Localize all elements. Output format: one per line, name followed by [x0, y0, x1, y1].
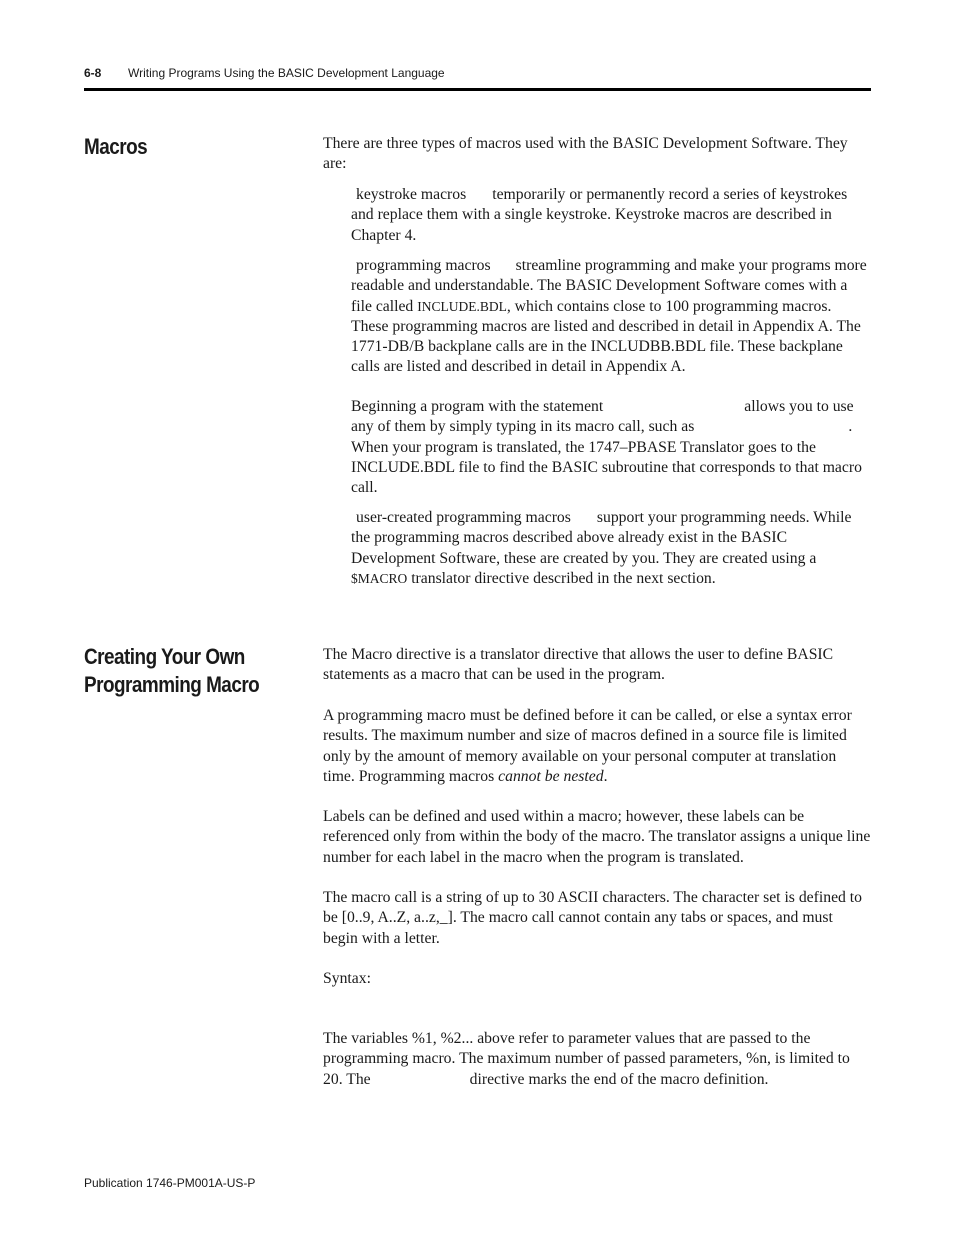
item-user-created-macros — [351, 508, 871, 589]
p2-text-b: . — [603, 767, 608, 785]
include-text-a: Beginning a program with the statement — [351, 398, 604, 415]
term-user-created-macros: user-created programming macros — [356, 509, 571, 526]
p5-text-a: The variables %1, %2... above refer to parameter values that are passed to the programming macro. The maximum number of passed parameters, %n, is limited to 20. The — [323, 1030, 850, 1088]
item-keystroke-macros — [351, 185, 871, 246]
term-programming-macros: programming macros — [356, 257, 491, 274]
section-heading-creating-macro — [84, 643, 259, 699]
item-user-text-a: support your programming needs. While the programming macros described above already exist in the BASIC Development Software, these are created by you. They are created using a — [351, 509, 852, 567]
include-statement-paragraph — [351, 397, 871, 498]
paragraph-macro-definition — [323, 706, 871, 787]
cannot-be-nested: cannot be nested — [498, 767, 604, 785]
paragraph-labels: Labels can be defined and used within a macro; however, these labels can be referenced only from within the body of the macro. The translator assigns a unique line number for each label in the macro when the program is translated. — [323, 808, 871, 866]
section-heading-macros: Macros — [84, 134, 148, 159]
chapter-title: Writing Programs Using the BASIC Development Language — [128, 66, 445, 80]
macro-directive-name: $MACRO — [351, 570, 408, 586]
paragraph-macro-call: The macro call is a string of up to 30 ASCII characters. The character set is defined to be [0..9, A..Z, a..z,_]. The macro call cannot contain any tabs or spaces, and must begin with a letter. — [323, 889, 862, 947]
publication-footer: Publication 1746-PM001A-US-P — [84, 1176, 256, 1190]
heading-line-2: Programming Macro — [84, 672, 260, 697]
syntax-label: Syntax: — [323, 970, 371, 987]
item-programming-text-a: streamline programming and make your programs more readable and understandable. The BASIC Development Software comes with a file called — [351, 257, 867, 315]
paragraph-macro-directive: The Macro directive is a translator directive that allows the user to define BASIC statements as a macro that can be used in the program. — [323, 646, 834, 684]
item-keystroke-text: temporarily or permanently record a series of keystrokes and replace them with a single keystroke. Keystroke macros are described in Chapter 4. — [351, 186, 848, 244]
macros-intro: There are three types of macros used with the BASIC Development Software. They are: — [323, 135, 848, 173]
item-programming-macros — [351, 256, 871, 378]
heading-line-1: Creating Your Own — [84, 644, 245, 669]
header-rule — [84, 88, 871, 91]
paragraph-variables — [323, 1029, 871, 1090]
include-bdl-filename: INCLUDE.BDL — [417, 298, 507, 314]
p5-text-b: directive marks the end of the macro definition. — [469, 1070, 769, 1088]
running-header — [84, 66, 445, 80]
include-text-b: allows you to use any of them by simply typing in its macro call, such as — [351, 398, 854, 436]
p2-text-a: A programming macro must be defined before it can be called, or else a syntax error results. The maximum number and size of macros defined in a source file is limited only by the amount of memory available on your personal computer at translation time. Programming macros — [323, 707, 852, 785]
item-user-text-b: translator directive described in the next section. — [407, 569, 716, 587]
term-keystroke-macros: keystroke macros — [356, 186, 467, 203]
include-text-c: . When your program is translated, the 1747–PBASE Translator goes to the INCLUDE.BDL file to find the BASIC subroutine that corresponds to that macro call. — [351, 418, 862, 497]
page-number: 6-8 — [84, 66, 102, 80]
item-programming-text-b: , which contains close to 100 programming macros. These programming macros are listed and described in detail in Appendix A. The 1771-DB/B backplane calls are in the INCLUDBB.BDL file. These backplane calls are listed and described in detail in Appendix A. — [351, 297, 861, 376]
